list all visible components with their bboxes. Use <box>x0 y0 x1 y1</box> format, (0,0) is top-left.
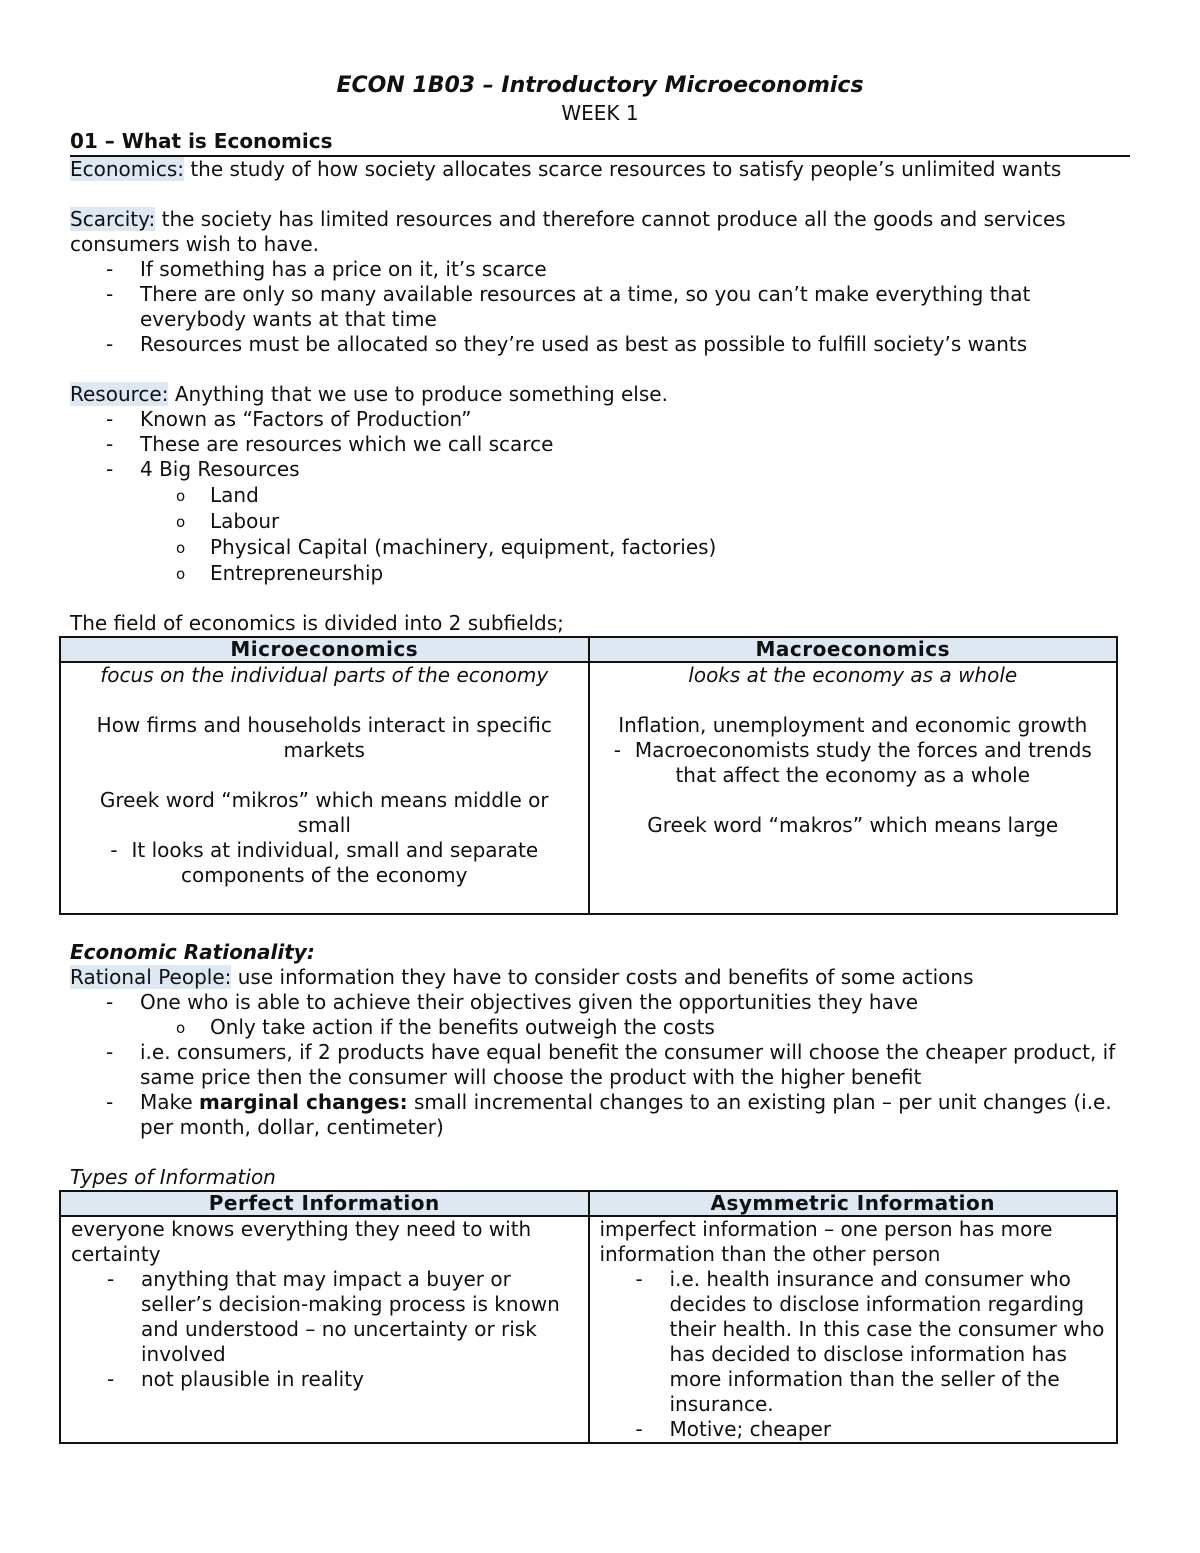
asymmetric-cell: imperfect information – one person has more information than the other person - i.e. health insurance and consumer who decides to disclose information regarding their health. In this case the consumer who has decided to disclose information has more information than the seller of the insurance. - Motive; cheaper <box>589 1216 1118 1443</box>
list-item: o Physical Capital (machinery, equipment, factories) <box>140 534 1130 560</box>
list-item: - anything that may impact a buyer or seller’s decision-making process is known and understood – no uncertainty or risk involved <box>71 1267 578 1367</box>
list-item: - These are resources which we call scarce <box>70 432 1130 457</box>
scarcity-list <box>70 257 1130 357</box>
subfields-intro: The field of economics is divided into 2 subfields; <box>70 611 564 635</box>
list-item: - Make marginal changes: small incremental changes to an existing plan – per unit changes (i.e. per month, dollar, centimeter) <box>70 1090 1130 1140</box>
list-item: - If something has a price on it, it’s scarce <box>70 257 1130 282</box>
asymmetric-header: Asymmetric Information <box>589 1191 1118 1216</box>
list-item: - Macroeconomists study the forces and trends that affect the economy as a whole <box>600 738 1107 788</box>
scarcity-term: Scarcity: <box>70 207 156 231</box>
rational-people-definition: Rational People: use information they have to consider costs and benefits of some actions <box>70 965 974 989</box>
resource-definition: Resource: Anything that we use to produce something else. <box>70 382 668 406</box>
micro-cell: focus on the individual parts of the economy How firms and households interact in specific markets Greek word “mikros” which means middle or small - It looks at individual, small and separate components of the economy <box>60 662 589 914</box>
rational-people-term: Rational People: <box>70 965 232 989</box>
rationality-list <box>70 990 1130 1140</box>
section-heading: 01 – What is Economics <box>70 128 1130 157</box>
resource-term: Resource: <box>70 382 169 406</box>
document-title: ECON 1B03 – Introductory Microeconomics <box>336 73 864 98</box>
list-item: - not plausible in reality <box>71 1367 578 1392</box>
list-item: - Known as “Factors of Production” <box>70 407 1130 432</box>
macro-header: Macroeconomics <box>589 637 1118 662</box>
micro-header: Microeconomics <box>60 637 589 662</box>
list-item: - It looks at individual, small and separate components of the economy <box>71 838 578 888</box>
document-page <box>70 70 1130 1444</box>
perfect-cell: everyone knows everything they need to with certainty - anything that may impact a buyer or seller’s decision-making process is known and understood – no uncertainty or risk involved - not plausible in reality <box>60 1216 589 1443</box>
list-item: o Only take action if the benefits outweigh the costs <box>140 1015 1130 1040</box>
list-item: o Entrepreneurship <box>140 560 1130 586</box>
information-table <box>59 1190 1118 1444</box>
list-item: - 4 Big Resources <box>70 457 1130 482</box>
macro-cell: looks at the economy as a whole Inflation, unemployment and economic growth - Macroeconomists study the forces and trends that affect the economy as a whole Greek word “makros” which means large <box>589 662 1118 914</box>
subfields-table <box>59 636 1118 915</box>
economics-definition: Economics: the study of how society allocates scarce resources to satisfy people’s unlimited wants <box>70 157 1062 181</box>
list-item: - One who is able to achieve their objectives given the opportunities they have o Only take action if the benefits outweigh the costs <box>70 990 1130 1040</box>
week-label: WEEK 1 <box>561 101 639 125</box>
resource-list <box>70 407 1130 482</box>
scarcity-definition: Scarcity: the society has limited resources and therefore cannot produce all the goods and services consumers wish to have. <box>70 207 1066 256</box>
perfect-header: Perfect Information <box>60 1191 589 1216</box>
list-item: - There are only so many available resources at a time, so you can’t make everything that everybody wants at that time <box>70 282 1130 332</box>
list-item: - Motive; cheaper <box>600 1417 1107 1442</box>
big-resources-list <box>140 482 1130 586</box>
list-item: - Resources must be allocated so they’re used as best as possible to fulfill society’s wants <box>70 332 1130 357</box>
rationality-heading: Economic Rationality: <box>70 940 315 964</box>
list-item: - i.e. consumers, if 2 products have equal benefit the consumer will choose the cheaper product, if same price then the consumer will choose the product with the higher benefit <box>70 1040 1130 1090</box>
list-item: - i.e. health insurance and consumer who decides to disclose information regarding their health. In this case the consumer who has decided to disclose information has more information than the seller of the insurance. <box>600 1267 1107 1417</box>
economics-term: Economics: <box>70 157 184 181</box>
list-item: o Land <box>140 482 1130 508</box>
information-caption: Types of Information <box>70 1165 276 1189</box>
list-item: o Labour <box>140 508 1130 534</box>
